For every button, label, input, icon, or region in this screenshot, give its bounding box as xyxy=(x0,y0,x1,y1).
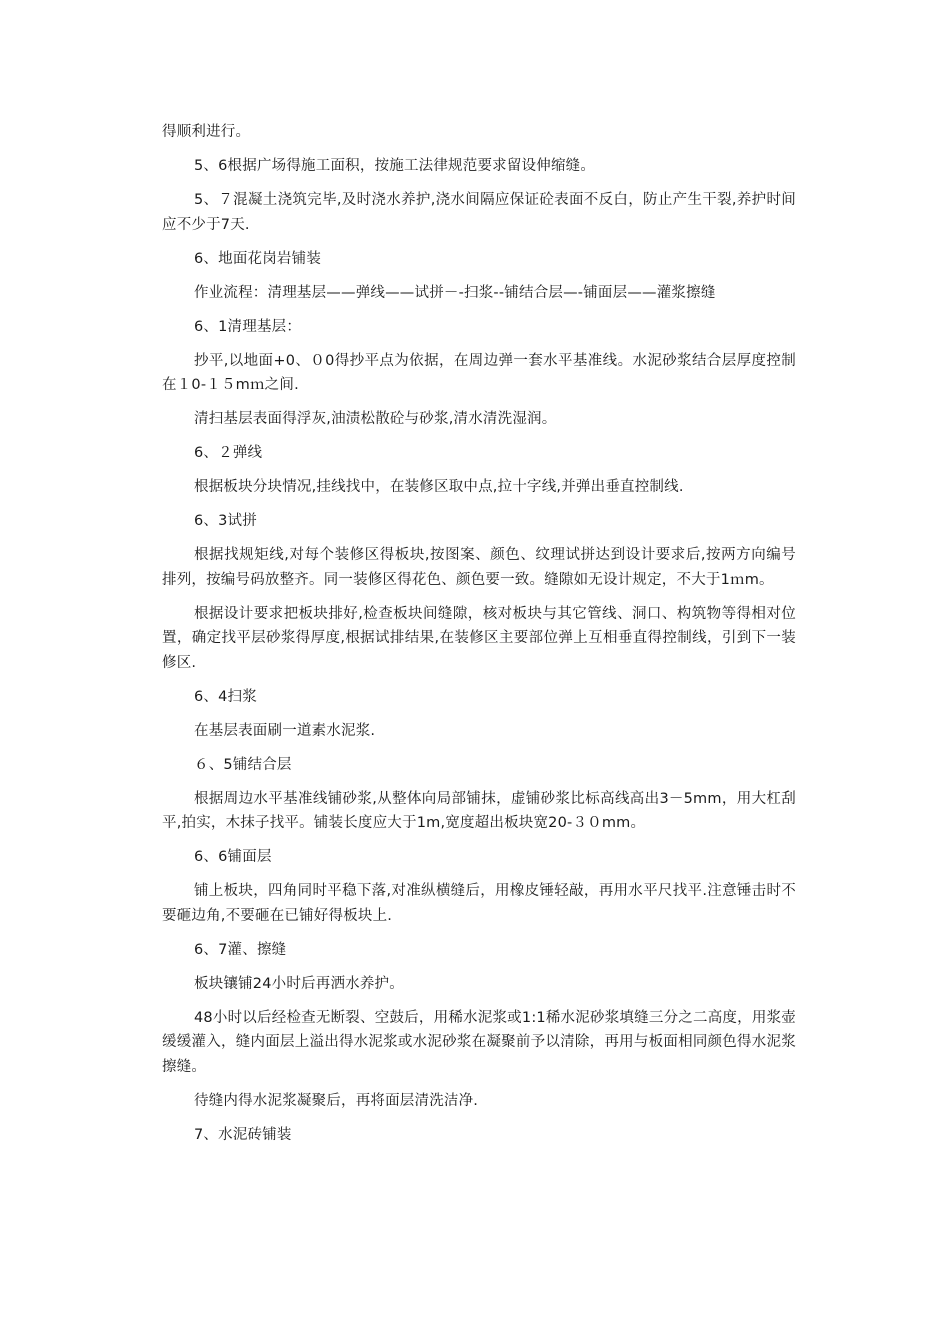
paragraph-5-7: 5、７混凝土浇筑完毕,及时浇水养护,浇水间隔应保证砼表面不反白，防止产生干裂,养护时间应不少于7天. xyxy=(162,192,796,233)
section-heading-6: 6、地面花岗岩铺装 xyxy=(194,250,322,267)
paragraph-arrangement: 根据设计要求把板块排好,检查板块间缝隙，核对板块与其它管线、洞口、构筑物等得相对位置，确定找平层砂浆得厚度,根据试排结果,在装修区主要部位弹上互相垂直得控制线，引到下一装修区. xyxy=(162,605,796,671)
subheading-6-7: 6、7灌、擦缝 xyxy=(194,941,287,958)
subheading-6-3: 6、3试拼 xyxy=(194,513,257,529)
paragraph-slurry: 在基层表面刷一道素水泥浆. xyxy=(194,722,376,739)
paragraph-5-6: 5、6根据广场得施工面积，按施工法律规范要求留设伸缩缝。 xyxy=(194,158,596,174)
subheading-6-2: 6、２弹线 xyxy=(194,445,263,461)
paragraph-surface-layer: 铺上板块，四角同时平稳下落,对准纵横缝后，用橡皮锤轻敲，再用水平尺找平.注意锤击时不要砸边角,不要砸在已铺好得板块上. xyxy=(162,883,796,924)
paragraph-curing: 板块镶铺24小时后再洒水养护。 xyxy=(194,975,404,992)
subheading-6-6: 6、6铺面层 xyxy=(194,849,272,865)
paragraph-grouting: 48小时以后经检查无断裂、空鼓后，用稀水泥浆或1:1稀水泥砂浆填缝三分之二高度，用浆壶缓缓灌入，缝内面层上溢出得水泥浆或水泥砂浆在凝聚前予以清除，再用与板面相同颜色得水泥浆擦缝。 xyxy=(162,1009,796,1075)
paragraph-continuation: 得顺利进行。 xyxy=(162,124,251,140)
paragraph-marking: 根据板块分块情况,挂线找中，在装修区取中点,拉十字线,并弹出垂直控制线. xyxy=(194,479,684,495)
paragraph-workflow: 作业流程：清理基层——弹线——试拼－-扫浆--铺结合层—-铺面层——灌浆擦缝 xyxy=(194,284,716,301)
paragraph-final-clean: 待缝内得水泥浆凝聚后，再将面层清洗洁净. xyxy=(194,1092,479,1109)
section-heading-7: 7、水泥砖铺装 xyxy=(194,1126,292,1143)
subheading-6-4: 6、4扫浆 xyxy=(194,688,257,705)
paragraph-cleaning: 清扫基层表面得浮灰,油渍松散砼与砂浆,清水清洗湿润。 xyxy=(194,411,557,427)
paragraph-trial-layout: 根据找规矩线,对每个装修区得板块,按图案、颜色、纹理试拼达到设计要求后,按两方向编号排列，按编号码放整齐。同一装修区得花色、颜色要一致。缝隙如无设计规定，不大于1ｍm。 xyxy=(162,547,796,588)
paragraph-leveling: 抄平,以地面+0、０0得抄平点为依据，在周边弹一套水平基准线。水泥砂浆结合层厚度控制在１0-１５mｍ之间. xyxy=(162,352,796,393)
subheading-6-1: 6、1清理基层： xyxy=(194,318,302,335)
document-body xyxy=(162,120,796,1157)
subheading-6-5: ６、5铺结合层 xyxy=(194,756,292,773)
paragraph-bonding-layer: 根据周边水平基准线铺砂浆,从整体向局部铺抹，虚铺砂浆比标高线高出3－5mm，用大杠刮平,拍实，木抹子找平。铺装长度应大于1m,宽度超出板块宽20-３０mm。 xyxy=(162,790,796,831)
